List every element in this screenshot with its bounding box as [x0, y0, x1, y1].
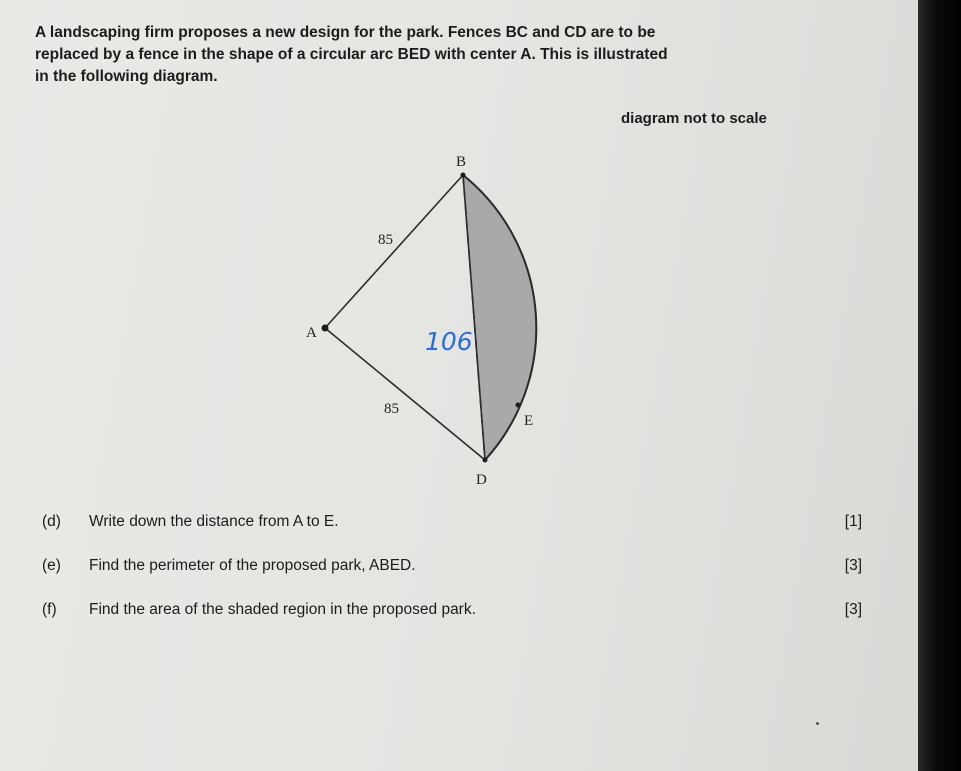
label-length-AB: 85 — [378, 232, 393, 248]
question-f-number: (f) — [42, 601, 57, 618]
intro-line-2: replaced by a fence in the shape of a circular arc BED with center A. This is illustrated — [35, 46, 668, 63]
question-f-marks: [3] — [844, 601, 862, 618]
question-d-number: (d) — [42, 513, 61, 530]
question-d-text: Write down the distance from A to E. — [89, 513, 339, 530]
question-e-number: (e) — [42, 557, 61, 574]
segment-AB — [325, 175, 463, 328]
point-B — [461, 173, 466, 178]
label-length-AD: 85 — [384, 401, 399, 417]
page-edge-shadow — [918, 0, 961, 771]
point-E — [516, 403, 521, 408]
label-D: D — [476, 472, 487, 488]
question-f-text: Find the area of the shaded region in the proposed park. — [89, 601, 476, 618]
label-A: A — [306, 325, 317, 341]
point-D — [483, 458, 488, 463]
question-e-text: Find the perimeter of the proposed park, ABED. — [89, 557, 416, 574]
intro-line-3: in the following diagram. — [35, 68, 218, 85]
stray-mark — [816, 722, 819, 725]
point-A — [322, 325, 329, 332]
diagram-scale-note: diagram not to scale — [621, 110, 767, 127]
intro-line-1: A landscaping firm proposes a new design for the park. Fences BC and CD are to be — [35, 24, 656, 41]
question-e-marks: [3] — [844, 557, 862, 574]
handwritten-note: 106 — [425, 327, 473, 356]
label-E: E — [524, 413, 534, 429]
label-B: B — [456, 154, 467, 170]
question-d-marks: [1] — [844, 513, 862, 530]
